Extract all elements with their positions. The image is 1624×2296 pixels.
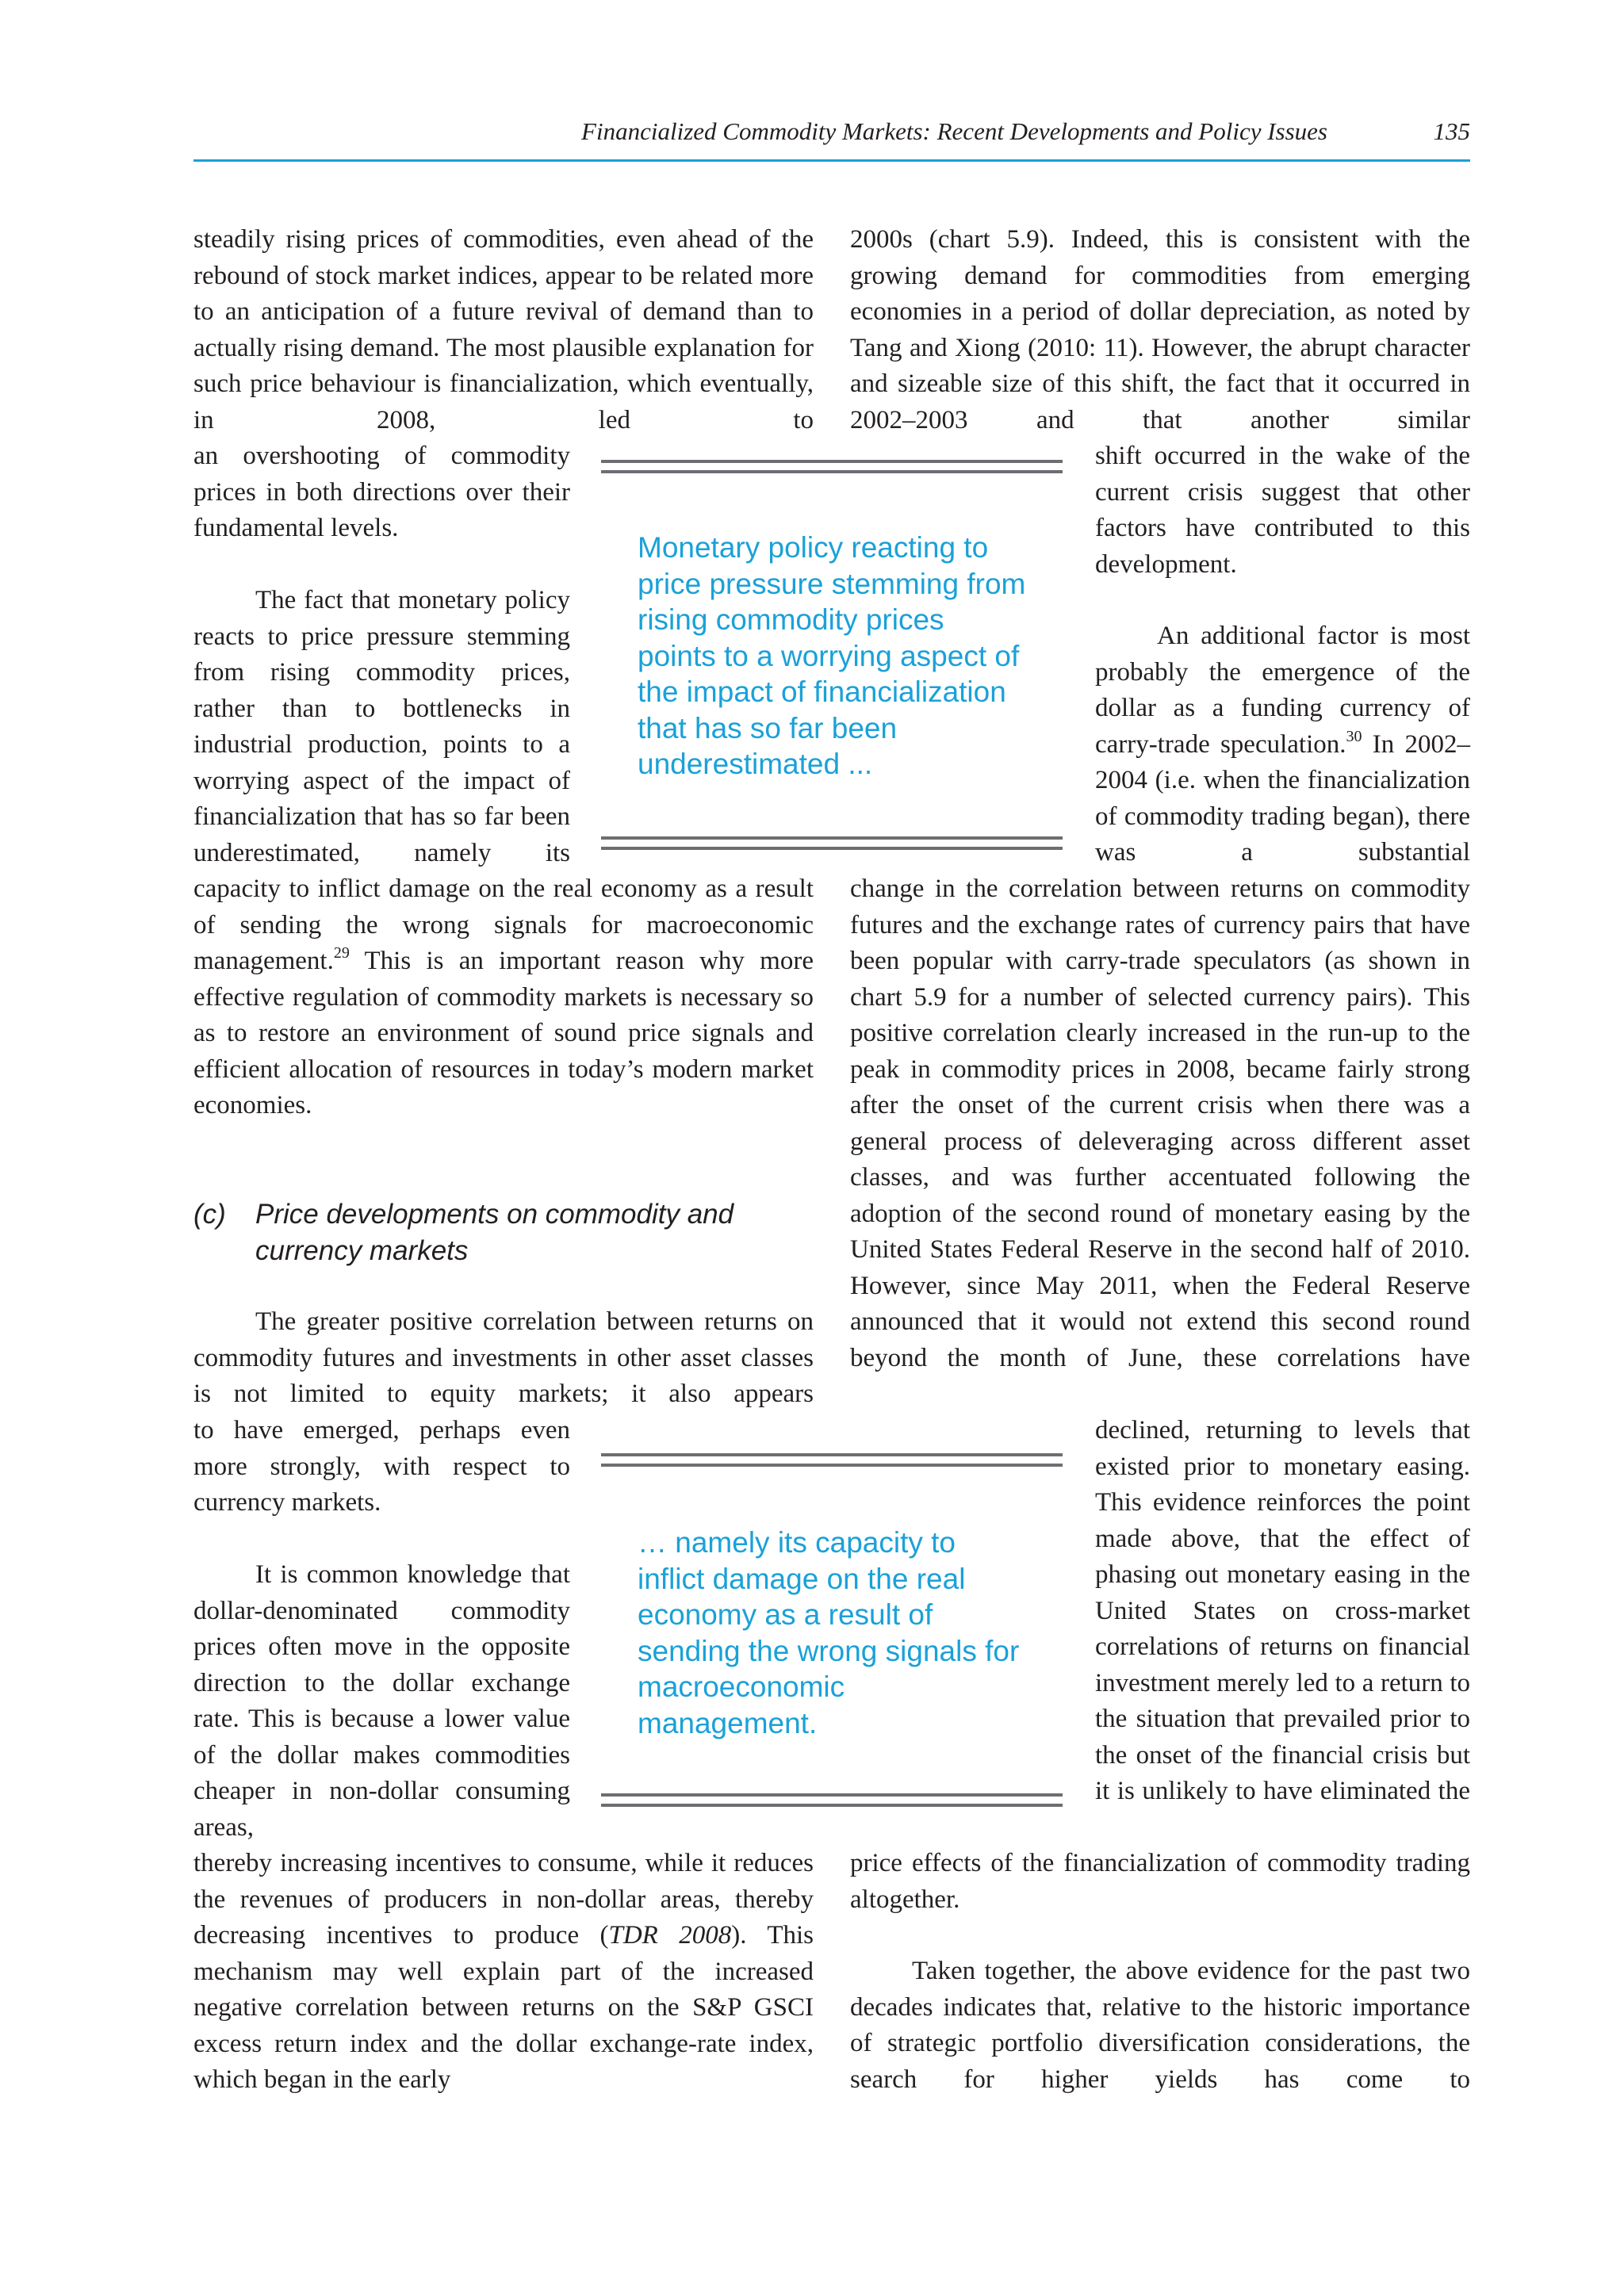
- pull-quote-1: Monetary policy reacting to price pressure stemming from rising commodity prices points to a worrying aspect of the impact of financialization that has so far been underestimated ...: [638, 531, 1026, 780]
- right-paragraph-2-end: price effects of the financialization of commodity trading altogether.: [850, 1849, 1470, 1914]
- right-paragraph-2-narrow-tail: In 2002–2004 (i.e. when the financialization of commodity trading began), there was a substantial: [1095, 729, 1470, 867]
- footnote-ref-29[interactable]: 29: [333, 944, 350, 962]
- right-paragraph-2-narrow-lower: declined, returning to levels that existed prior to monetary easing. This evidence reinforces the point made above, that the effect of phasing out monetary easing in the United States on cross-market correlations of returns on financial investment merely led to a return to the situation that prevailed prior to the onset of the financial crisis but it is unlikely to have eliminated the: [1095, 1416, 1470, 1805]
- left-paragraph-4-end: ). This mechanism may well explain part of the increased negative correlation between returns on the S&P GSCI excess return index and the dollar exchange-rate index, which began in the early: [193, 1921, 814, 2094]
- right-paragraph-2-narrow: [1095, 618, 1470, 871]
- pull-quote-1-top-rule: [601, 460, 1063, 473]
- pull-quote-2-bottom-rule: [601, 1793, 1063, 1807]
- pull-quote-1-bottom-rule: [601, 836, 1063, 850]
- left-paragraph-3-narrow: to have emerged, perhaps even more strongly, with respect to currency markets.: [193, 1416, 570, 1517]
- left-paragraph-2-wide: [193, 871, 814, 1124]
- right-paragraph-3: Taken together, the above evidence for the past two decades indicates that, relative to the historic importance of strategic portfolio diversification considerations, the search for higher yields has come to: [850, 1957, 1470, 2094]
- right-paragraph-1-narrow: shift occurred in the wake of the current crisis suggest that other factors have contributed to this development.: [1095, 442, 1470, 579]
- section-subheading-label: (c): [193, 1199, 226, 1230]
- running-header-title: Financialized Commodity Markets: Recent Developments and Policy Issues: [581, 117, 1327, 145]
- left-paragraph-2-narrow: The fact that monetary policy reacts to price pressure stemming from rising commodity prices, rather than to bottlenecks in industrial production, points to a worrying aspect of the impact of financialization that has so far been underestimated, namely its: [193, 586, 570, 867]
- left-paragraph-4-wide: [193, 1846, 814, 2099]
- left-paragraph-4-narrow: It is common knowledge that dollar-denominated commodity prices often move in the opposite direction to the dollar exchange rate. This is because a lower value of the dollar makes commodities cheaper in non-dollar consuming areas,: [193, 1560, 570, 1842]
- left-paragraph-3-wide: The greater positive correlation between returns on commodity futures and investments in other asset classes is not limited to equity markets; it also appears: [193, 1307, 814, 1408]
- page-number: 135: [1433, 117, 1470, 145]
- left-paragraph-2-wide-text: capacity to inflict damage on the real economy as a result of sending the wrong signals for macroeconomic management.: [193, 874, 814, 975]
- tdr-2008-citation: TDR 2008: [608, 1921, 732, 1950]
- left-paragraph-1-end: an overshooting of commodity prices in both directions over their fundamental levels.: [193, 442, 570, 542]
- section-subheading: [193, 1196, 820, 1269]
- left-paragraph-4-wide-text: thereby increasing incentives to consume, while it reduces the revenues of producers in non-dollar areas, thereby decreasing incentives to produce (: [193, 1849, 814, 1950]
- section-subheading-text: Price developments on commodity and currency markets: [255, 1199, 734, 1266]
- right-paragraph-2-narrow-text: An additional factor is most probably the emergence of the dollar as a funding currency of carry-trade speculation.: [1095, 622, 1470, 759]
- header-rule: [193, 159, 1470, 162]
- pull-quote-2-top-rule: [601, 1453, 1063, 1467]
- left-paragraph-2-tail: This is an important reason why more effective regulation of commodity markets is necessary so as to restore an environment of sound price signals and efficient allocation of resources in today’s modern market economies.: [193, 947, 814, 1119]
- left-paragraph-1-top: steadily rising prices of commodities, even ahead of the rebound of stock market indices, appear to be related more to an anticipation of a future revival of demand than to actually rising demand. The most plausible explanation for such price behaviour is financialization, which eventually, in 2008, led to: [193, 225, 814, 434]
- right-paragraph-2-wide: change in the correlation between returns on commodity futures and the exchange rates of currency pairs that have been popular with carry-trade speculators (as shown in chart 5.9 for a number of selected currency pairs). This positive correlation clearly increased in the run-up to the peak in commodity prices in 2008, became fairly strong after the onset of the current crisis when there was a general process of deleveraging across different asset classes, and was further accentuated following the adoption of the second round of monetary easing by the United States Federal Reserve in the second half of 2010. However, since May 2011, when the Federal Reserve announced that it would not extend this second round beyond the month of June, these correlations have: [850, 874, 1470, 1372]
- footnote-ref-30[interactable]: 30: [1346, 727, 1362, 745]
- right-paragraph-1-wide: 2000s (chart 5.9). Indeed, this is consistent with the growing demand for commodities from emerging economies in a period of dollar depreciation, as noted by Tang and Xiong (2010: 11). However, the abrupt character and sizeable size of this shift, the fact that it occurred in 2002–2003 and that another similar: [850, 225, 1470, 434]
- pull-quote-2: … namely its capacity to inflict damage on the real economy as a result of sending the wrong signals for macroeconomic management.: [638, 1526, 1020, 1739]
